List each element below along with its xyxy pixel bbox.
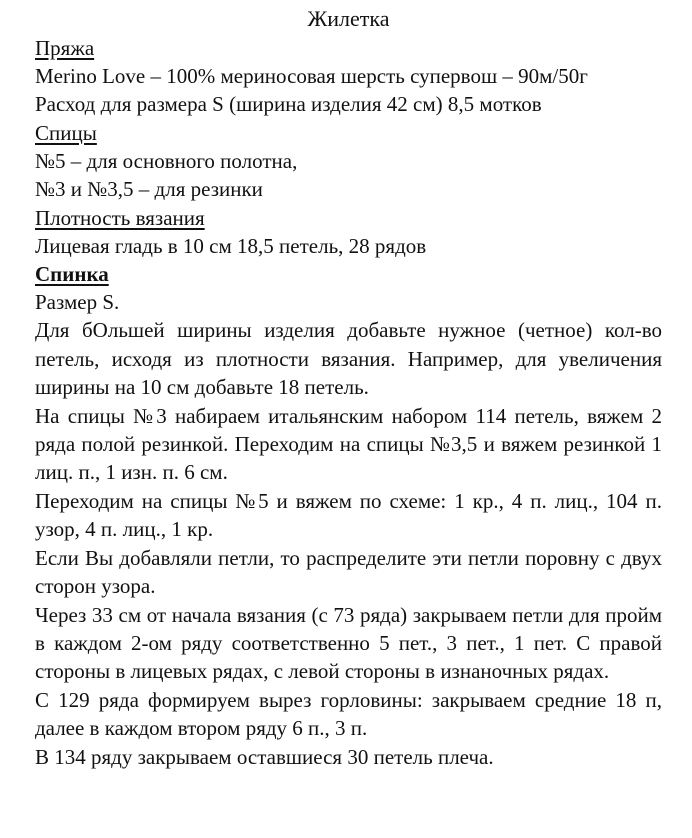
gauge-value: Лицевая гладь в 10 см 18,5 петель, 28 рядов: [35, 233, 427, 258]
yarn-consumption: Расход для размера S (ширина изделия 42 см) 8,5 мотков: [35, 92, 542, 117]
back-paragraph-2: На спицы №3 набираем итальянским набором 114 петель, вяжем 2 ряда полой резинкой. Переходим на спицы №3,5 и вяжем резинкой 1 лиц. п., 1 изн. п. 6 см.: [35, 403, 662, 485]
back-size: Размер S.: [35, 290, 120, 315]
back-paragraph-7: В 134 ряду закрываем оставшиеся 30 петель плеча.: [35, 744, 494, 769]
back-paragraph-6: С 129 ряда формируем вырез горловины: закрываем средние 18 п, далее в каждом втором ряду 6 п., 3 п.: [35, 687, 662, 741]
back-heading: Спинка: [35, 262, 109, 287]
back-paragraph-1: Для бОльшей ширины изделия добавьте нужное (четное) кол-во петель, исходя из плотности вязания. Например, для увеличения ширины на 10 см добавьте 18 петель.: [35, 318, 662, 400]
needles-main: №5 – для основного полотна,: [35, 148, 298, 173]
yarn-description: Merino Love – 100% мериносовая шерсть супервош – 90м/50г: [35, 64, 588, 88]
yarn-heading: Пряжа: [35, 36, 95, 60]
needles-heading: Спицы: [35, 120, 97, 145]
back-paragraph-3: Переходим на спицы №5 и вяжем по схеме: 1 кр., 4 п. лиц., 104 п. узор, 4 п. лиц., 1 кр.: [35, 488, 662, 542]
gauge-heading: Плотность вязания: [35, 205, 205, 230]
document-title: Жилетка: [307, 6, 390, 31]
back-paragraph-5: Через 33 см от начала вязания (с 73 ряда) закрываем петли для пройм в каждом 2-ом ряду соответственно 5 пет., 3 пет., 1 пет. С правой стороны в лицевых рядах, с левой стороны в изнаночных рядах.: [35, 602, 662, 684]
back-paragraph-4: Если Вы добавляли петли, то распределите эти петли поровну с двух сторон узора.: [35, 545, 662, 599]
needles-ribbing: №3 и №3,5 – для резинки: [35, 177, 263, 202]
